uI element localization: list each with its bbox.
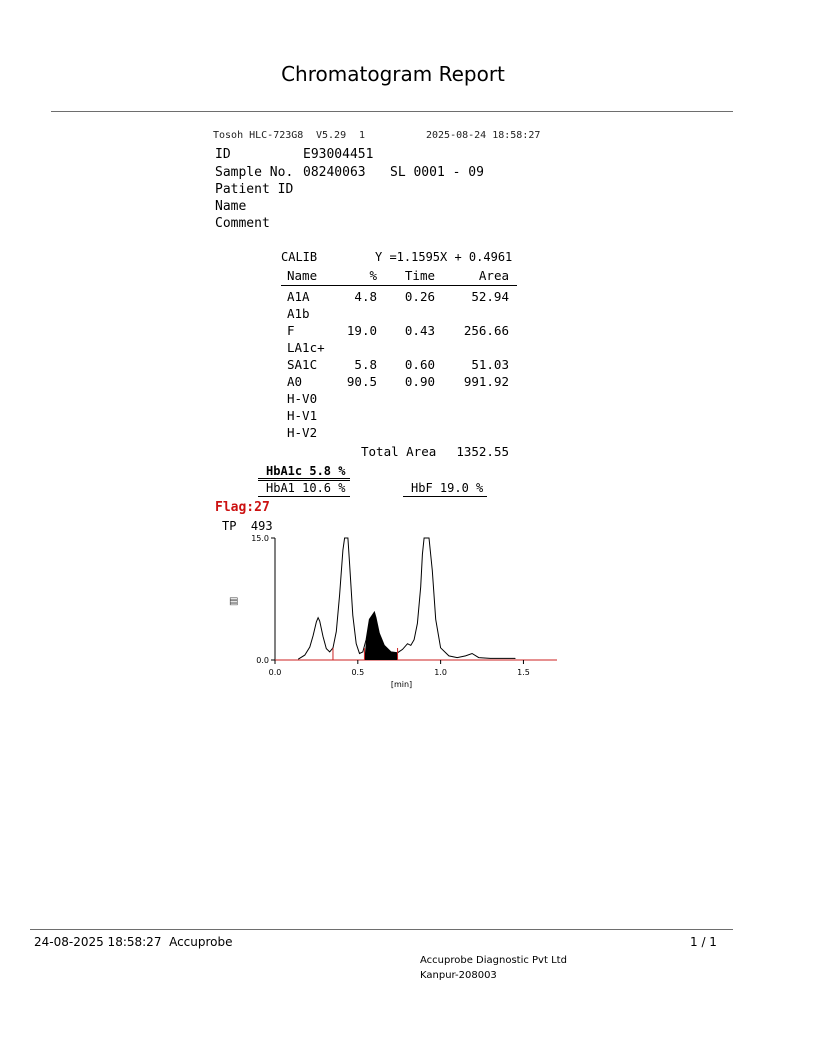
row-name: H-V1 — [287, 408, 318, 423]
footer-printed: 24-08-2025 18:58:27 Accuprobe — [34, 935, 233, 949]
calib-label: CALIB — [281, 250, 318, 264]
id-value: E93004451 — [303, 147, 374, 162]
title-divider — [51, 111, 733, 112]
hbf-underline — [403, 496, 487, 497]
row-name: F — [287, 323, 295, 338]
row-name: H-V2 — [287, 425, 318, 440]
row-pct: 4.8 — [354, 289, 377, 304]
y-tick-label: 0.0 — [256, 656, 269, 665]
total-area-value: 1352.55 — [456, 444, 509, 459]
y-axis-unit-icon: ▤ — [229, 596, 239, 607]
col-pct-header: % — [369, 268, 377, 283]
row-time: 0.26 — [404, 289, 435, 304]
row-area: 256.66 — [463, 323, 509, 338]
calib-equation: Y =1.1595X + 0.4961 — [375, 250, 513, 264]
x-tick-label: 0.0 — [268, 668, 282, 677]
row-name: A1A — [287, 289, 310, 304]
x-tick-label: 1.5 — [517, 668, 530, 677]
hba1-result: HbA1 10.6 % — [266, 481, 346, 495]
row-pct: 19.0 — [346, 323, 377, 338]
row-area: 991.92 — [463, 374, 509, 389]
y-tick-label: 15.0 — [251, 534, 269, 543]
footer-lab-city: Kanpur-208003 — [420, 970, 497, 981]
footer-page: 1 / 1 — [690, 935, 717, 949]
row-area: 51.03 — [471, 357, 509, 372]
row-pct: 90.5 — [346, 374, 377, 389]
footer-lab-name: Accuprobe Diagnostic Pvt Ltd — [420, 955, 567, 966]
footer-divider — [30, 929, 733, 930]
row-pct: 5.8 — [354, 357, 377, 372]
instrument-model: Tosoh HLC-723G8 — [213, 130, 304, 141]
instrument-datetime: 2025-08-24 18:58:27 — [426, 130, 541, 141]
instrument-version: V5.29 — [316, 130, 347, 141]
hba1-underline — [258, 496, 350, 497]
col-name-header: Name — [287, 268, 318, 283]
patient-id-label: Patient ID — [215, 182, 294, 197]
row-name: LA1c+ — [287, 340, 325, 355]
sample-no-value: 08240063 — [303, 165, 366, 180]
flag-text: Flag:27 — [215, 500, 270, 515]
row-name: SA1C — [287, 357, 318, 372]
row-time: 0.43 — [404, 323, 435, 338]
row-time: 0.90 — [404, 374, 435, 389]
sample-no-label: Sample No. — [215, 165, 294, 180]
comment-label: Comment — [215, 216, 270, 231]
total-area-label: Total Area — [361, 444, 437, 459]
x-tick-label: 0.5 — [351, 668, 365, 677]
col-time-header: Time — [404, 268, 435, 283]
hba1c-underline-1 — [258, 478, 350, 479]
chromatogram-line — [298, 538, 515, 659]
row-name: H-V0 — [287, 391, 318, 406]
instrument-channel: 1 — [359, 130, 366, 141]
name-label: Name — [215, 199, 247, 214]
page-title: Chromatogram Report — [281, 62, 505, 86]
row-name: A0 — [287, 374, 303, 389]
tp-value: TP 493 — [222, 519, 273, 533]
col-area-header: Area — [478, 268, 509, 283]
hba1c-result: HbA1c 5.8 % — [266, 464, 346, 478]
table-header-rule — [281, 285, 517, 286]
row-area: 52.94 — [471, 289, 509, 304]
id-label: ID — [215, 147, 231, 162]
sl-value: SL 0001 - 09 — [390, 165, 484, 180]
chromatogram-chart — [220, 532, 580, 692]
row-time: 0.60 — [404, 357, 435, 372]
x-axis-label: [min] — [390, 680, 413, 689]
hbf-result: HbF 19.0 % — [411, 481, 484, 495]
row-name: A1b — [287, 306, 310, 321]
x-tick-label: 1.0 — [434, 668, 447, 677]
